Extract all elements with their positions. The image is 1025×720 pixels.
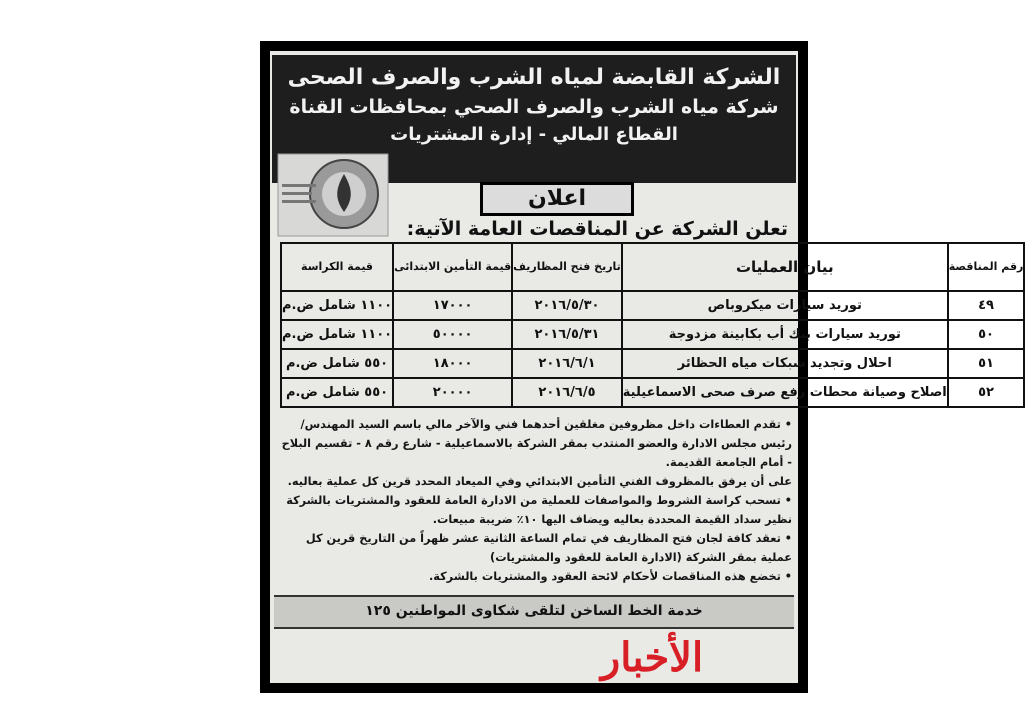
table-row [281,291,1024,320]
cell-insurance: ٥٠٠٠٠ [393,320,512,349]
terms-list [278,415,792,586]
table-row [281,349,1024,378]
tenders-table [280,242,1025,408]
cell-price: ١١٠٠ شامل ض.م [281,291,393,320]
cell-operation: اصلاح وصيانة محطات رفع صرف صحى الاسماعيلية [622,378,948,407]
notice-label: اعلان [480,182,634,216]
header-booklet-price: قيمة الكراسة [281,243,393,291]
intro-text: تعلن الشركة عن المناقصات العامة الآتية: [406,218,788,240]
cell-insurance: ٢٠٠٠٠ [393,378,512,407]
header-opening-date: تاريخ فتح المظاريف [512,243,622,291]
table-row [281,378,1024,407]
holding-company-title: الشركة القابضة لمياه الشرب والصرف الصحى [287,65,781,90]
cell-insurance: ١٨٠٠٠ [393,349,512,378]
header-operations: بيان العمليات [622,243,948,291]
cell-number: ٥١ [948,349,1025,378]
advertisement-frame [260,41,1024,693]
company-title: شركة مياه الشرب والصرف الصحي بمحافظات القناة [289,96,779,118]
cell-date: ٢٠١٦/٥/٣٠ [512,291,622,320]
terms-item: على أن يرفق بالمظروف الفني التأمين الابتدائي وفي الميعاد المحدد قرين كل عملية بعاليه. [287,475,792,488]
cell-number: ٥٠ [948,320,1025,349]
cell-price: ٥٥٠ شامل ض.م [281,378,393,407]
terms-item: • تقدم العطاءات داخل مظروفين مغلقين أحدهما فني والآخر مالي باسم السيد المهندس/ رئيس مجلس الادارة والعضو المنتدب بمقر الشركة بالاسماعيلية - شارع رقم ٨ - تقسيم البلاح - أمام الجامعة القديمة. [281,418,792,469]
cell-operation: توريد سيارات ميكروباص [622,291,948,320]
cell-number: ٥٢ [948,378,1025,407]
cell-insurance: ١٧٠٠٠ [393,291,512,320]
header-number: رقم المناقصة [948,243,1025,291]
cell-price: ١١٠٠ شامل ض.م [281,320,393,349]
terms-item: • تخضع هذه المناقصات لأحكام لائحة العقود والمشتريات بالشركة. [428,570,792,583]
newspaper-logo: الأخبار [600,634,704,681]
terms-item: • تسحب كراسة الشروط والمواصفات للعملية من الادارة العامة للعقود والمشتريات بالشركة نظير سداد القيمة المحددة بعاليه ويضاف اليها ١٠٪ ضريبة مبيعات. [286,494,792,526]
cell-operation: احلال وتجديد شبكات مياه الحظائر [622,349,948,378]
cell-price: ٥٥٠ شامل ض.م [281,349,393,378]
table-header-row [281,243,1024,291]
table-row [281,320,1024,349]
cell-operation: توريد سيارات بيك أب بكابينة مزدوجة [622,320,948,349]
cell-number: ٤٩ [948,291,1025,320]
terms-item: • تعقد كافة لجان فتح المظاريف في تمام الساعة الثانية عشر ظهراً من التاريخ قرين كل عملية بمقر الشركة (الادارة العامة للعقود والمشتريات) [305,532,792,564]
cell-date: ٢٠١٦/٥/٣١ [512,320,622,349]
header-insurance: قيمة التأمين الابتدائى [393,243,512,291]
department-title: القطاع المالي - إدارة المشتريات [390,124,678,145]
cell-date: ٢٠١٦/٦/١ [512,349,622,378]
hotline-footer: خدمة الخط الساخن لتلقى شكاوى المواطنين ١٢٥ [274,595,794,629]
cell-date: ٢٠١٦/٦/٥ [512,378,622,407]
newspaper-clipping [270,51,1024,683]
